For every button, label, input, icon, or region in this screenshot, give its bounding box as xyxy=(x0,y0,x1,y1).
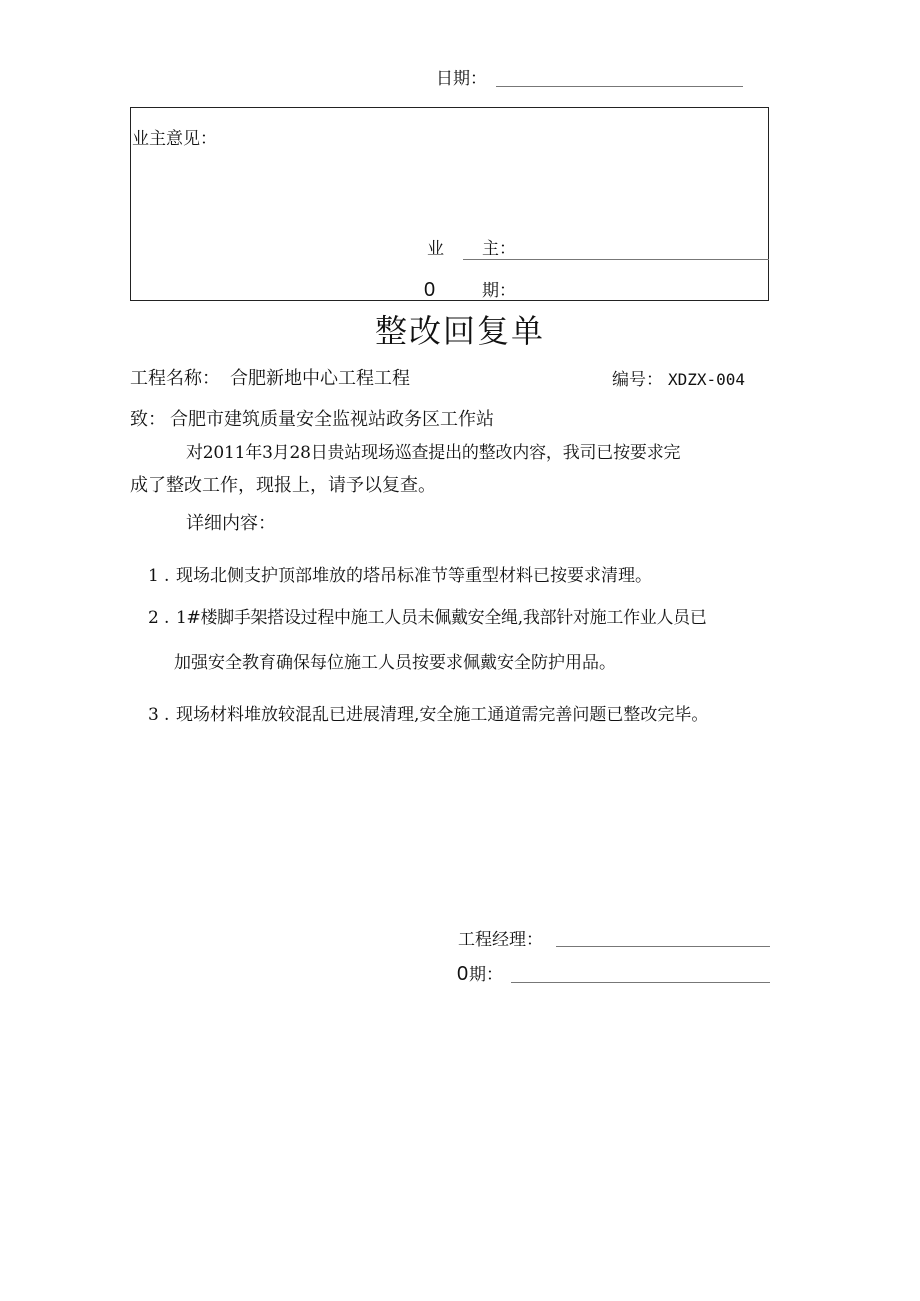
page-title: 整改回复单 xyxy=(374,312,545,350)
manager-signature-field[interactable] xyxy=(556,946,770,947)
details-label: 详细内容： xyxy=(186,513,276,534)
project-code-label: 编号： xyxy=(612,370,663,390)
addressee-name: 合肥市建筑质量安全监视站政务区工作站 xyxy=(170,409,494,430)
project-name-label: 工程名称： xyxy=(130,368,220,389)
signature-date-zero: 0 xyxy=(457,963,469,985)
signature-date-field[interactable] xyxy=(511,982,770,983)
addressee-prefix: 致： xyxy=(130,409,166,430)
owner-opinion-label: 业主意见： xyxy=(132,129,217,149)
top-date-field[interactable] xyxy=(496,86,743,87)
item-separator: . xyxy=(164,566,170,586)
owner-opinion-box xyxy=(130,107,769,301)
body-line-1: 对2011年3月28日贵站现场巡查提出的整改内容，我司已按要求完 xyxy=(186,443,681,463)
project-name-value: 合肥新地中心工程工程 xyxy=(230,368,410,389)
top-date-label: 日期： xyxy=(436,69,487,89)
item-number: 3 xyxy=(148,705,159,725)
item-number: 2 xyxy=(148,608,159,628)
item-separator: . xyxy=(164,705,170,725)
project-code-value: XDZX-004 xyxy=(668,370,746,389)
signature-date-label: 期： xyxy=(469,965,503,985)
item-text: 现场北侧支护顶部堆放的塔吊标准节等重型材料已按要求清理。 xyxy=(176,566,652,586)
owner-date-label: 期： xyxy=(482,281,516,301)
item-separator: . xyxy=(164,608,170,628)
item-number: 1 xyxy=(148,566,159,586)
item-text: 1#楼脚手架搭设过程中施工人员未佩戴安全绳,我部针对施工作业人员已 xyxy=(176,608,707,628)
owner-signature-label-1: 业 xyxy=(427,239,444,259)
body-line-2: 成了整改工作，现报上，请予以复查。 xyxy=(130,475,436,496)
item-text-continued: 加强安全教育确保每位施工人员按要求佩戴安全防护用品。 xyxy=(174,653,616,673)
owner-date-zero: 0 xyxy=(424,279,436,301)
item-text: 现场材料堆放较混乱已进展清理,安全施工通道需完善问题已整改完毕。 xyxy=(176,705,709,725)
owner-signature-label-2: 主： xyxy=(482,239,516,259)
manager-label: 工程经理： xyxy=(458,930,543,950)
owner-signature-field[interactable] xyxy=(463,259,769,260)
